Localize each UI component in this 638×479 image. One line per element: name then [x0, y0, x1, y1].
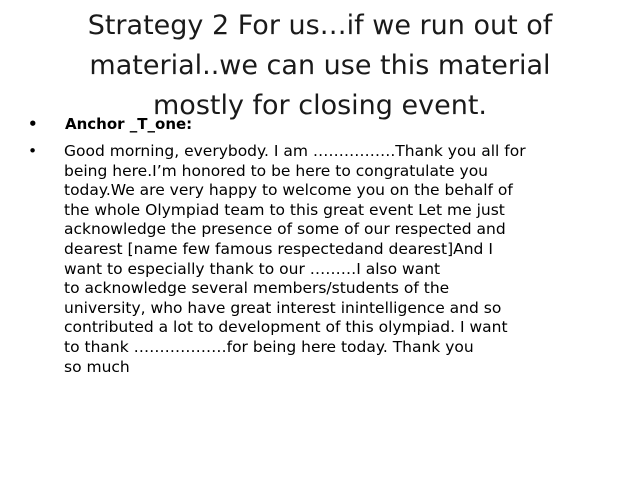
- speech-text: [64, 142, 624, 377]
- bullet-dot-icon: •: [28, 142, 38, 160]
- speech-line: to acknowledge several members/students of the: [64, 279, 450, 298]
- title-line-2: material..we can use this material: [89, 50, 551, 81]
- speech-line: want to especially thank to our ………I also want: [64, 259, 441, 278]
- title-line-1: Strategy 2 For us…if we run out of: [87, 10, 553, 41]
- speech-line: today.We are very happy to welcome you on the behalf of: [64, 181, 513, 200]
- title-line-3: mostly for closing event.: [153, 90, 487, 121]
- speech-line: contributed a lot to development of this olympiad. I want: [64, 318, 508, 337]
- speech-line: dearest [name few famous respectedand dearest]And I: [64, 239, 493, 258]
- speech-line: Good morning, everybody. I am …………….Thank you all for: [64, 142, 526, 160]
- speech-line: acknowledge the presence of some of our respected and: [64, 220, 506, 239]
- bullet-dot-icon: •: [28, 115, 38, 133]
- speech-line: the whole Olympiad team to this great event Let me just: [64, 200, 505, 219]
- speech-line: so much: [64, 357, 130, 376]
- anchor-label: Anchor _T_one:: [65, 115, 193, 133]
- speech-line: to thank ………………for being here today. Thank you: [64, 337, 474, 356]
- speech-line: university, who have great interest inintelligence and so: [64, 298, 502, 317]
- slide-title: [60, 6, 580, 126]
- speech-line: being here.I’m honored to be here to congratulate you: [64, 161, 488, 180]
